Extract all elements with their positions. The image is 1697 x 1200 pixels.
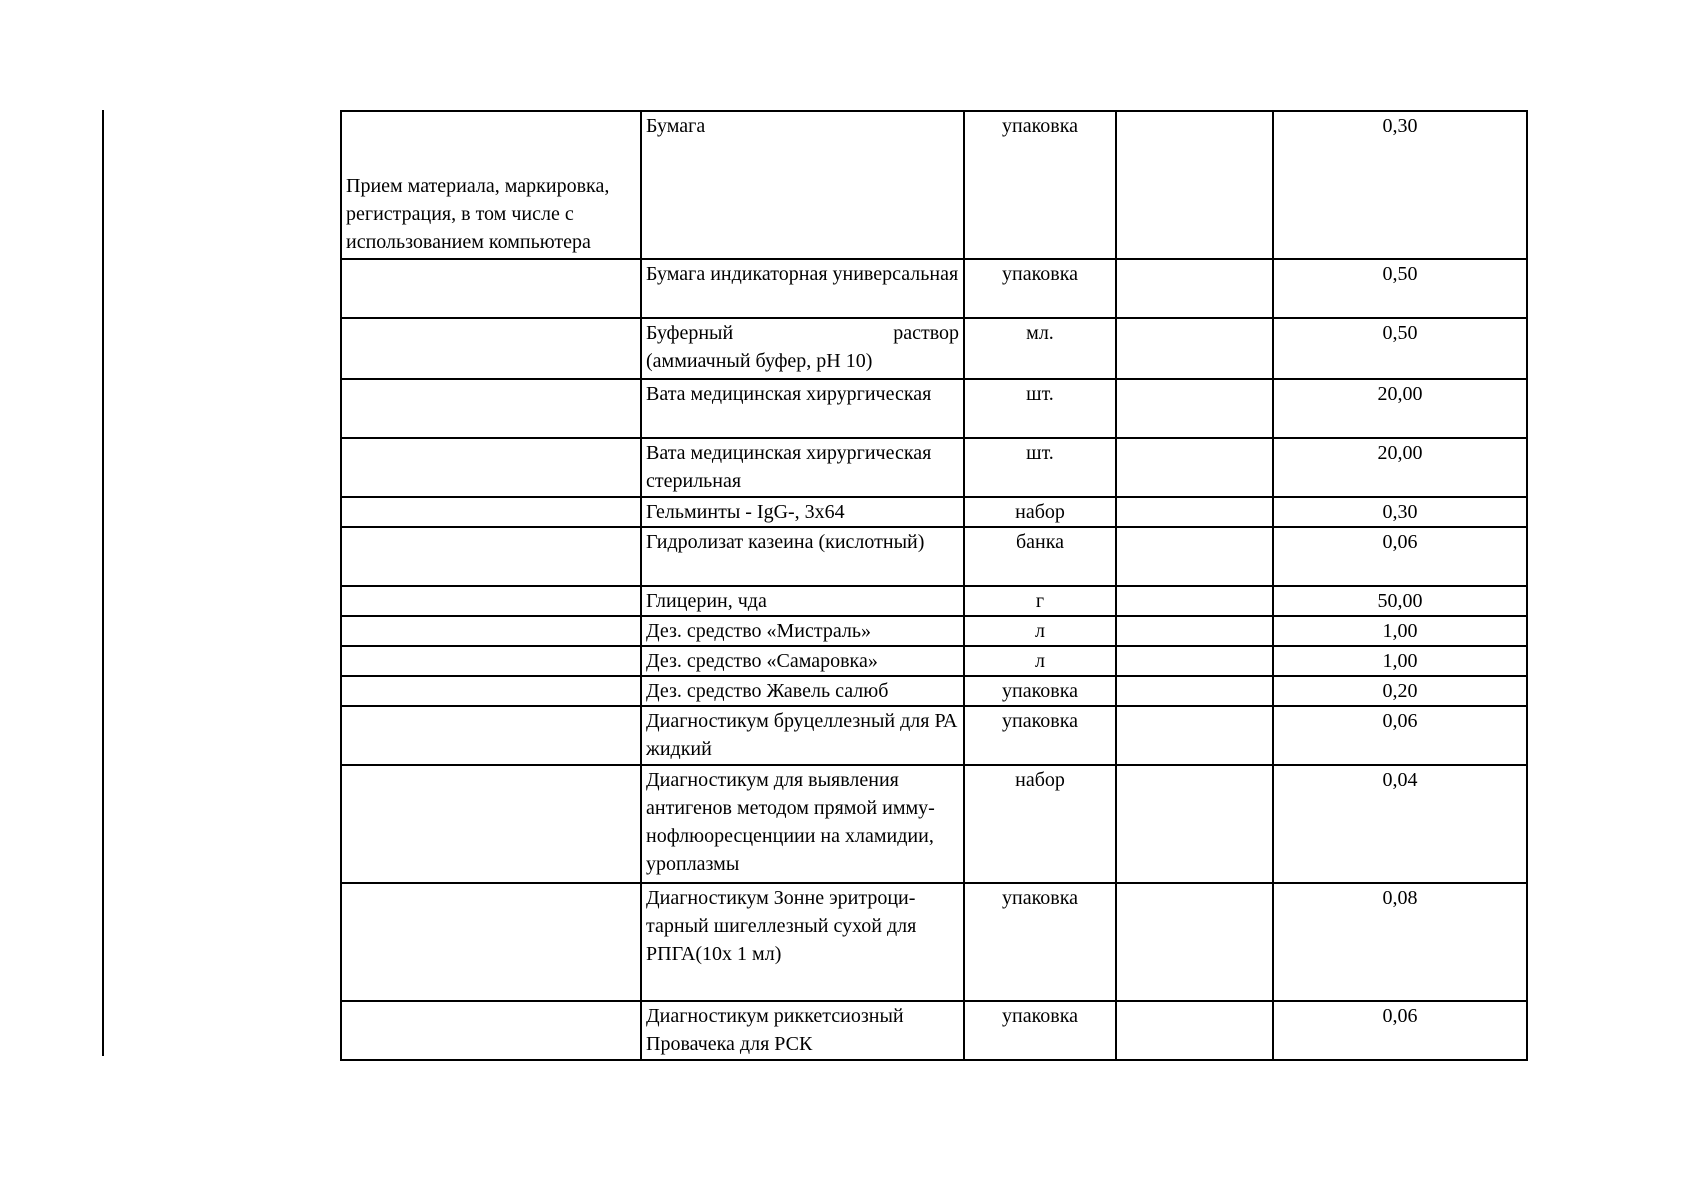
empty-procedure-cell [341, 438, 641, 497]
empty-procedure-cell [341, 259, 641, 318]
item-qty: 0,06 [1273, 527, 1527, 586]
table-row [341, 111, 1527, 259]
empty-cell [1116, 883, 1273, 1001]
item-qty: 0,06 [1273, 706, 1527, 765]
item-name-line: (аммиачный буфер, рН 10) [646, 350, 873, 372]
item-unit: л [964, 646, 1116, 676]
item-name-line: Буферный раствор [646, 322, 959, 344]
table-row [341, 497, 1527, 527]
item-name: Диагностикум Зонне эритроци-тарный шигеллезный сухой для РПГА(10х 1 мл) [641, 883, 964, 1001]
empty-cell [1116, 586, 1273, 616]
empty-cell [1116, 497, 1273, 527]
empty-cell [1116, 616, 1273, 646]
empty-procedure-cell [341, 527, 641, 586]
empty-procedure-cell [341, 318, 641, 379]
item-qty: 1,00 [1273, 646, 1527, 676]
table-row [341, 706, 1527, 765]
item-unit: упаковка [964, 259, 1116, 318]
empty-cell [1116, 527, 1273, 586]
item-name: Дез. средство «Самаровка» [641, 646, 964, 676]
empty-cell [1116, 259, 1273, 318]
item-name: Гидролизат казеина (кислотный) [641, 527, 964, 586]
item-name: Диагностикум бруцеллезный для РА жидкий [641, 706, 964, 765]
empty-cell [1116, 646, 1273, 676]
item-qty: 20,00 [1273, 438, 1527, 497]
item-qty: 50,00 [1273, 586, 1527, 616]
table-row [341, 527, 1527, 586]
item-qty: 20,00 [1273, 379, 1527, 438]
table-row [341, 765, 1527, 883]
table-row [341, 646, 1527, 676]
empty-cell [1116, 318, 1273, 379]
table-row [341, 1001, 1527, 1060]
table-row [341, 676, 1527, 706]
item-unit: упаковка [964, 676, 1116, 706]
item-name: Глицерин, чда [641, 586, 964, 616]
item-unit: упаковка [964, 706, 1116, 765]
item-qty: 0,08 [1273, 883, 1527, 1001]
item-unit: упаковка [964, 1001, 1116, 1060]
item-qty: 0,06 [1273, 1001, 1527, 1060]
item-unit: шт. [964, 379, 1116, 438]
item-name: Диагностикум риккетсиозный Провачека для РСК [641, 1001, 964, 1060]
procedure-cell: Прием материала, маркировка, регистрация, в том числе с использованием компьютера [341, 111, 641, 259]
item-name: Вата медицинская хирургическая стерильная [641, 438, 964, 497]
empty-procedure-cell [341, 586, 641, 616]
table-row [341, 318, 1527, 379]
empty-cell [1116, 706, 1273, 765]
item-unit: упаковка [964, 111, 1116, 259]
item-name: Вата медицинская хирургическая [641, 379, 964, 438]
item-name: Бумага [641, 111, 964, 259]
item-qty: 0,20 [1273, 676, 1527, 706]
item-name: Диагностикум для выявления антигенов методом прямой имму-нофлюоресценциии на хламидии, уроплазмы [641, 765, 964, 883]
item-name: Дез. средство Жавель салюб [641, 676, 964, 706]
empty-cell [1116, 379, 1273, 438]
supplies-table [340, 110, 1528, 1061]
table-row [341, 586, 1527, 616]
empty-procedure-cell [341, 379, 641, 438]
table-row [341, 379, 1527, 438]
table-row [341, 883, 1527, 1001]
table-row [341, 438, 1527, 497]
item-qty: 0,50 [1273, 318, 1527, 379]
empty-procedure-cell [341, 616, 641, 646]
item-unit: набор [964, 497, 1116, 527]
item-qty: 0,30 [1273, 111, 1527, 259]
item-unit: л [964, 616, 1116, 646]
empty-cell [1116, 111, 1273, 259]
item-unit: мл. [964, 318, 1116, 379]
empty-cell [1116, 676, 1273, 706]
empty-procedure-cell [341, 883, 641, 1001]
item-name: Бумага индикаторная универсальная [641, 259, 964, 318]
item-qty: 0,04 [1273, 765, 1527, 883]
empty-cell [1116, 438, 1273, 497]
empty-procedure-cell [341, 1001, 641, 1060]
item-unit: упаковка [964, 883, 1116, 1001]
empty-procedure-cell [341, 765, 641, 883]
empty-procedure-cell [341, 706, 641, 765]
empty-cell [1116, 765, 1273, 883]
item-qty: 0,30 [1273, 497, 1527, 527]
item-name: Дез. средство «Мистраль» [641, 616, 964, 646]
item-name: Гельминты - IgG-, 3х64 [641, 497, 964, 527]
item-unit: г [964, 586, 1116, 616]
empty-cell [1116, 1001, 1273, 1060]
empty-procedure-cell [341, 646, 641, 676]
empty-procedure-cell [341, 676, 641, 706]
item-qty: 0,50 [1273, 259, 1527, 318]
left-margin-rule [102, 110, 104, 1056]
table-row [341, 259, 1527, 318]
table-row [341, 616, 1527, 646]
empty-procedure-cell [341, 497, 641, 527]
item-unit: шт. [964, 438, 1116, 497]
item-unit: банка [964, 527, 1116, 586]
item-qty: 1,00 [1273, 616, 1527, 646]
item-unit: набор [964, 765, 1116, 883]
item-name [641, 318, 964, 379]
